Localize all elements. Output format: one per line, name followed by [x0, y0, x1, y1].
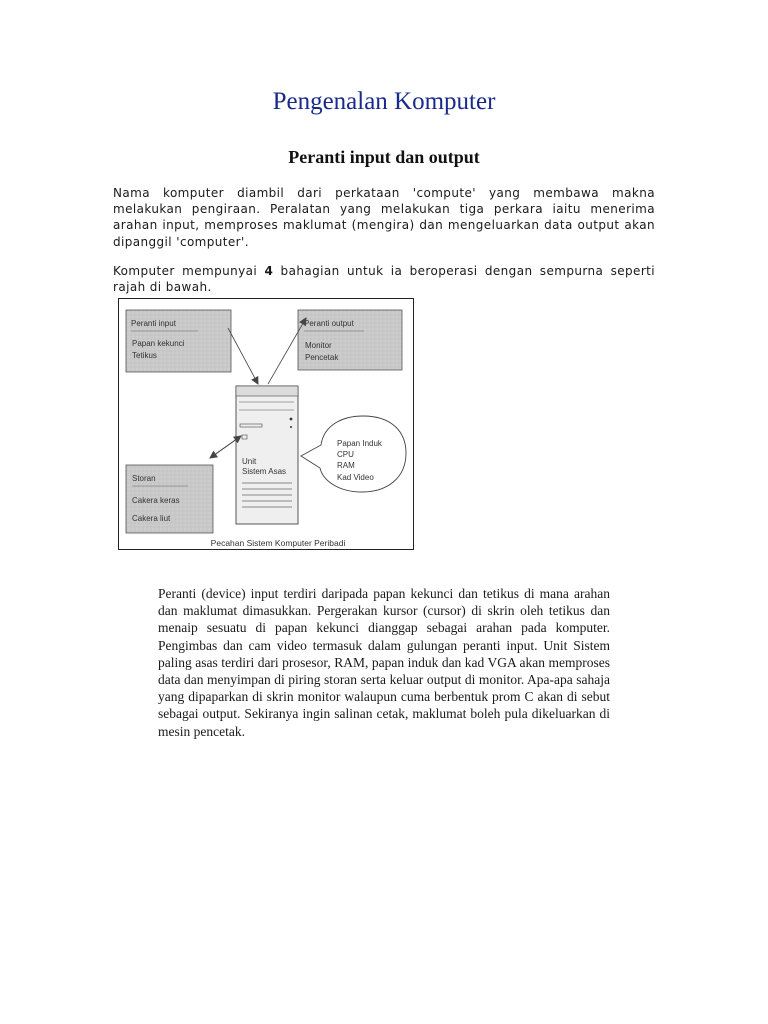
- figure-caption: Pecahan Sistem Komputer Peribadi: [210, 538, 346, 548]
- callout-item: CPU: [337, 450, 354, 459]
- input-box-item: Tetikus: [132, 351, 157, 360]
- storage-box-title: Storan: [132, 474, 156, 483]
- storage-box: [126, 465, 213, 533]
- body-paragraph: Peranti (device) input terdiri daripada papan kekunci dan tetikus di mana arahan dan maklumat dimasukkan. Pergerakan kursor (cursor) di skrin oleh tetikus dan menaip sesuatu di papan kekunci dianggap sebagai arahan pada komputer. Pengimbas dan cam video termasuk dalam gulungan peranti input. Unit Sistem paling asas terdiri dari prosesor, RAM, papan induk dan kad VGA akan memproses data dan menyimpan di piring storan serta keluar output di monitor. Apa-apa sahaja yang dipaparkan di skrin monitor walaupun cuma berbentuk prom C akan di sebut sebagai output. Sekiranya ingin salinan cetak, maklumat boleh pula dikeluarkan di mesin pencetak.: [158, 586, 610, 739]
- input-box-item: Papan kekunci: [132, 339, 185, 348]
- storage-box-item: Cakera liut: [132, 514, 171, 523]
- intro-paragraph: Nama komputer diambil dari perkataan 'compute' yang membawa makna melakukan pengiraan. Peralatan yang melakukan tiga perkara iaitu menerima arahan input, memproses maklumat (mengira) dan mengeluarkan data output akan dipanggil 'computer'.: [113, 186, 655, 249]
- parts-paragraph-text-start: Komputer mempunyai: [113, 264, 265, 278]
- output-box-item: Pencetak: [305, 353, 339, 362]
- input-device-box: [126, 310, 231, 372]
- output-device-box: [298, 310, 402, 370]
- output-box-title: Peranti output: [304, 319, 354, 328]
- parts-count: 4: [264, 264, 274, 278]
- output-box-item: Monitor: [305, 341, 332, 350]
- callout-item: Kad Video: [337, 473, 374, 482]
- parts-paragraph-text-end: bahagian untuk ia beroperasi dengan sempurna seperti rajah di bawah.: [113, 264, 656, 295]
- input-box-title: Peranti input: [131, 319, 176, 328]
- unit-label-line: Unit: [242, 457, 257, 466]
- unit-label-line: Sistem Asas: [242, 467, 287, 476]
- storage-box-item: Cakera keras: [132, 496, 180, 505]
- callout-item: Papan Induk: [337, 439, 382, 448]
- section-subtitle: Peranti input dan output: [288, 147, 480, 167]
- page-title: Pengenalan Komputer: [272, 88, 496, 115]
- callout-item: RAM: [337, 461, 355, 470]
- parts-paragraph: [113, 263, 655, 295]
- system-unit-tower: [236, 386, 298, 524]
- computer-system-diagram: [118, 298, 414, 550]
